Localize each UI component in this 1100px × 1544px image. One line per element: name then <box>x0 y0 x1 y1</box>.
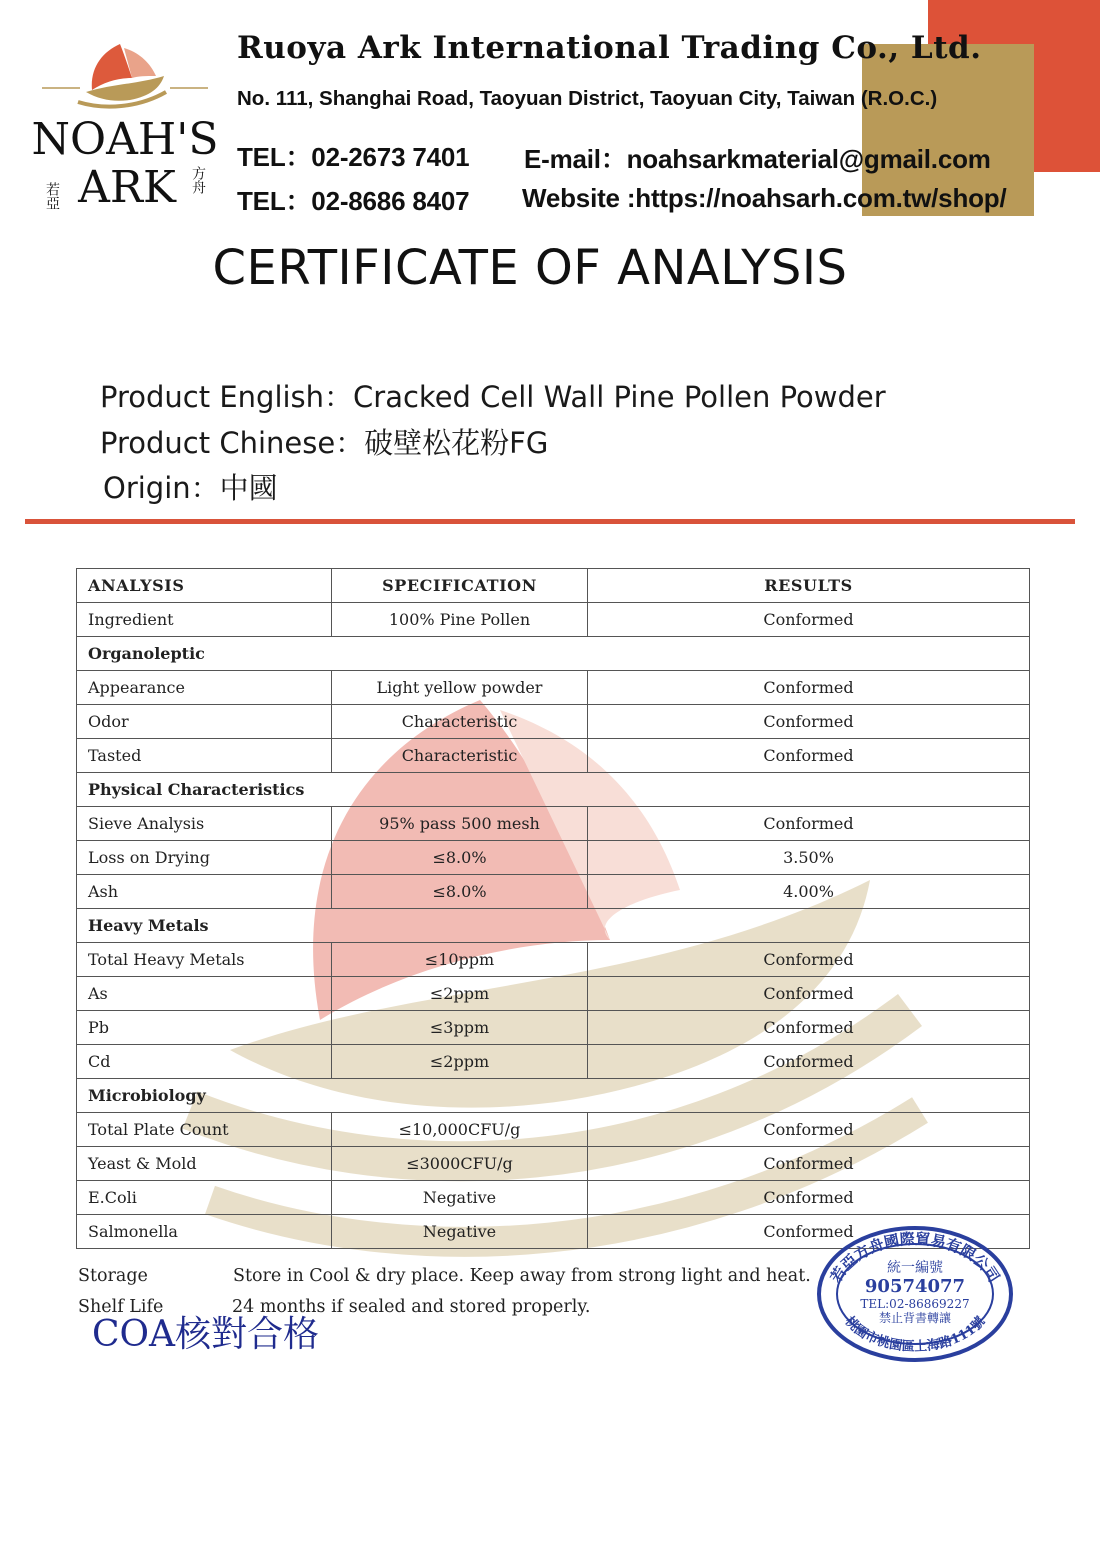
specification-cell: ≤10ppm <box>332 943 588 977</box>
stamp-ring-text: 若亞方舟國際貿易有限公司 <box>826 1229 1004 1286</box>
website-link[interactable]: Website :https://noahsarh.com.tw/shop/ <box>522 183 1007 213</box>
section-heading: Physical Characteristics <box>77 773 1030 807</box>
specification-cell: ≤8.0% <box>332 875 588 909</box>
analysis-cell: As <box>77 977 332 1011</box>
table-row <box>77 1113 1030 1147</box>
result-cell: Conformed <box>588 739 1030 773</box>
analysis-cell: Salmonella <box>77 1215 332 1249</box>
table-row <box>77 841 1030 875</box>
specification-cell: Negative <box>332 1215 588 1249</box>
specification-cell: ≤3000CFU/g <box>332 1147 588 1181</box>
result-cell: Conformed <box>588 1045 1030 1079</box>
specification-cell: Characteristic <box>332 705 588 739</box>
analysis-cell: Yeast & Mold <box>77 1147 332 1181</box>
table-row <box>77 705 1030 739</box>
specification-cell: ≤10,000CFU/g <box>332 1113 588 1147</box>
section-heading: Organoleptic <box>77 637 1030 671</box>
table-section-row <box>77 637 1030 671</box>
analysis-cell: E.Coli <box>77 1181 332 1215</box>
result-cell: Conformed <box>588 1113 1030 1147</box>
table-row <box>77 943 1030 977</box>
result-cell: 4.00% <box>588 875 1030 909</box>
table-row <box>77 977 1030 1011</box>
analysis-cell: Total Plate Count <box>77 1113 332 1147</box>
section-heading: Microbiology <box>77 1079 1030 1113</box>
table-section-row <box>77 1079 1030 1113</box>
product-origin: Origin：中國 <box>103 471 278 505</box>
document-title: CERTIFICATE OF ANALYSIS <box>212 240 848 296</box>
company-seal-stamp <box>815 1222 1015 1362</box>
noahs-ark-logo <box>20 30 230 220</box>
analysis-cell: Cd <box>77 1045 332 1079</box>
header-specification: SPECIFICATION <box>332 569 588 603</box>
email-address[interactable]: E-mail：noahsarkmaterial@gmail.com <box>524 144 991 174</box>
logo-cn-right: 方舟 <box>190 166 206 194</box>
logo-text-line1: NOAH'S <box>31 114 219 165</box>
table-row <box>77 603 1030 637</box>
specification-cell: 100% Pine Pollen <box>332 603 588 637</box>
company-address: No. 111, Shanghai Road, Taoyuan District, Taoyuan City, Taiwan (R.O.C.) <box>237 87 938 110</box>
table-row <box>77 1181 1030 1215</box>
result-cell: Conformed <box>588 671 1030 705</box>
analysis-cell: Sieve Analysis <box>77 807 332 841</box>
table-row <box>77 739 1030 773</box>
result-cell: Conformed <box>588 943 1030 977</box>
stamp-tel: TEL:02-86869227 <box>860 1297 970 1311</box>
result-cell: Conformed <box>588 603 1030 637</box>
product-english: Product English：Cracked Cell Wall Pine Pollen Powder <box>100 380 886 414</box>
stamp-notice: 禁止背書轉讓 <box>878 1311 952 1325</box>
analysis-cell: Loss on Drying <box>77 841 332 875</box>
result-cell: Conformed <box>588 1215 1030 1249</box>
specification-cell: ≤2ppm <box>332 977 588 1011</box>
analysis-cell: Ingredient <box>77 603 332 637</box>
specification-cell: Characteristic <box>332 739 588 773</box>
specification-cell: ≤2ppm <box>332 1045 588 1079</box>
telephone-2: TEL：02-8686 8407 <box>237 186 470 216</box>
result-cell: Conformed <box>588 705 1030 739</box>
company-name: Ruoya Ark International Trading Co., Ltd. <box>237 30 982 66</box>
analysis-table <box>76 568 1030 1249</box>
analysis-cell: Ash <box>77 875 332 909</box>
analysis-cell: Odor <box>77 705 332 739</box>
table-row <box>77 1045 1030 1079</box>
logo-cn-left: 若亞 <box>44 182 60 210</box>
storage-value: Store in Cool & dry place. Keep away from strong light and heat. <box>233 1266 811 1286</box>
specification-cell: ≤3ppm <box>332 1011 588 1045</box>
header-analysis: ANALYSIS <box>77 569 332 603</box>
result-cell: Conformed <box>588 1181 1030 1215</box>
divider-line <box>25 519 1075 524</box>
result-cell: Conformed <box>588 807 1030 841</box>
specification-cell: Light yellow powder <box>332 671 588 705</box>
telephone-1: TEL：02-2673 7401 <box>237 142 470 172</box>
result-cell: Conformed <box>588 1147 1030 1181</box>
table-row <box>77 671 1030 705</box>
result-cell: Conformed <box>588 977 1030 1011</box>
storage-label: Storage <box>78 1266 148 1286</box>
table-row <box>77 807 1030 841</box>
shelf-life-label: Shelf Life <box>78 1297 164 1317</box>
stamp-number: 90574077 <box>864 1276 966 1297</box>
logo-text-line2: ARK <box>78 162 176 213</box>
analysis-cell: Tasted <box>77 739 332 773</box>
table-section-row <box>77 909 1030 943</box>
table-row <box>77 875 1030 909</box>
specification-cell: ≤8.0% <box>332 841 588 875</box>
analysis-cell: Pb <box>77 1011 332 1045</box>
stamp-address: 桃園市桃園區上海路111號 <box>841 1314 989 1355</box>
specification-cell: 95% pass 500 mesh <box>332 807 588 841</box>
table-header-row <box>77 569 1030 603</box>
specification-cell: Negative <box>332 1181 588 1215</box>
analysis-cell: Appearance <box>77 671 332 705</box>
coa-approved-mark: COA核對合格 <box>92 1314 320 1355</box>
analysis-cell: Total Heavy Metals <box>77 943 332 977</box>
header-results: RESULTS <box>588 569 1030 603</box>
result-cell: 3.50% <box>588 841 1030 875</box>
stamp-unified-label: 統一編號 <box>887 1260 943 1276</box>
shelf-life-value: 24 months if sealed and stored properly. <box>232 1297 591 1317</box>
result-cell: Conformed <box>588 1011 1030 1045</box>
product-chinese: Product Chinese：破壁松花粉FG <box>100 426 549 460</box>
table-section-row <box>77 773 1030 807</box>
table-row <box>77 1147 1030 1181</box>
section-heading: Heavy Metals <box>77 909 1030 943</box>
table-row <box>77 1011 1030 1045</box>
